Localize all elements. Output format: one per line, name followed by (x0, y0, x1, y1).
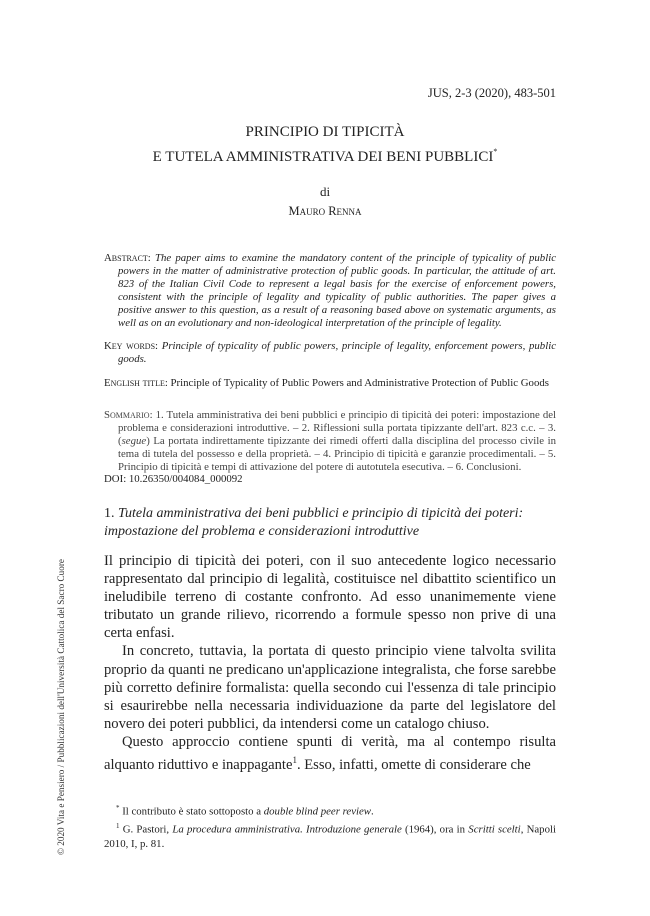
keywords-text: Principle of typicality of public powers, principle of legality, enforcement powers, public goods. (118, 340, 556, 365)
section-number: 1. (104, 506, 115, 521)
paragraph-2: In concreto, tuttavia, la portata di questo principio viene talvolta svilita proprio da quanti ne predicano un'applicazione integralista, che forse sarebbe più corretto definire formalista: quella secondo cui l'essenza di tale principio si esaurirebbe nella necessaria individuazione da parte del legislatore del novero dei poteri pubblici, da intendersi come un catalogo chiuso. (104, 643, 556, 732)
english-title-text: Principle of Typicality of Public Powers and Administrative Protection of Public Goods (170, 377, 549, 389)
doi: DOI: 10.26350/004084_000092 (104, 473, 243, 485)
author-name: Mauro Renna (288, 204, 362, 218)
article-title (0, 122, 650, 167)
title-footnote-mark: * (493, 147, 498, 156)
footnote-star: * Il contributo è stato sottoposto a double blind peer review. (116, 804, 374, 818)
byline: di (319, 184, 331, 199)
summary (104, 409, 556, 474)
paragraph-3: Questo approccio contiene spunti di verità, ma al contempo risulta alquanto riduttivo e inappagante$^1$. Esso, infatti, omette di considerare che (104, 733, 556, 773)
summary-text-a: 1. Tutela amministrativa dei beni pubblici e principio di tipicità dei poteri: impostazione del problema e considerazioni introduttive. – 2. Riflessioni sulla portata tipizzante dell'art. 823 c.c. – 3. ( (118, 409, 557, 447)
keywords-label: Key words: (104, 340, 159, 352)
abstract-label: Abstract: (104, 252, 151, 264)
journal-reference: JUS, 2-3 (2020), 483-501 (427, 86, 556, 100)
footnotes (104, 801, 556, 852)
section-title: Tutela amministrativa dei beni pubblici e principio di tipicità dei poteri: impostazione del problema e considerazioni introduttive (104, 506, 524, 539)
paragraph-1: Il principio di tipicità dei poteri, con il suo antecedente logico necessario rappresentato dal principio di legalità, costituisce nel dibattito scientifico un ineludibile terreno di costante confronto. Ad esso unanimemente viene tributato un grande rilievo, ricorrendo a formule spesso non prive di una certa enfasi. (104, 553, 556, 642)
body-text (104, 552, 556, 774)
abstract (104, 252, 556, 330)
summary-label: Sommario: (104, 409, 153, 421)
summary-text-b: ) La portata indirettamente tipizzante dei rimedi offerti dalla disciplina del processo civile in tema di tutela del possesso e della proprietà. – 4. Principio di tipicità e garanzie procedimentali. – 5. Principio di tipicità e tempi di attivazione del potere di autotutela esecutiva. – 6. Conclusioni. (118, 435, 556, 473)
title-line-2: E TUTELA AMMINISTRATIVA DEI BENI PUBBLICI* (152, 147, 498, 165)
section-heading (104, 505, 560, 541)
abstract-text: The paper aims to examine the mandatory content of the principle of typicality of public powers in the matter of administrative protection of public goods. In particular, the attitude of art. 823 of the Italian Civil Code to represent a legal basis for the exercise of enforcement powers, consistent with the principle of legality and typicality of public authorities. The paper gives a positive answer to this question, as a result of a reasoning based above on systematic arguments, as well as on an evolutionary and non-ideological interpretation of the principle of legality. (118, 252, 556, 329)
footnote-1: $^1$ G. Pastori, La procedura amministrativa. Introduzione generale (1964), ora in Scritti scelti, Napoli 2010, I, p. 81. (104, 822, 556, 851)
summary-segue: segue (121, 435, 147, 447)
keywords (104, 340, 556, 366)
copyright-side-text: © 2020 Vita e Pensiero / Pubblicazioni dell'Università Cattolica del Sacro Cuore (56, 559, 66, 855)
title-line-1: PRINCIPIO DI TIPICITÀ (245, 124, 405, 140)
english-title-label: English title: (104, 377, 168, 389)
english-title (104, 377, 556, 390)
footnote-ref-1: 1 (292, 755, 297, 766)
